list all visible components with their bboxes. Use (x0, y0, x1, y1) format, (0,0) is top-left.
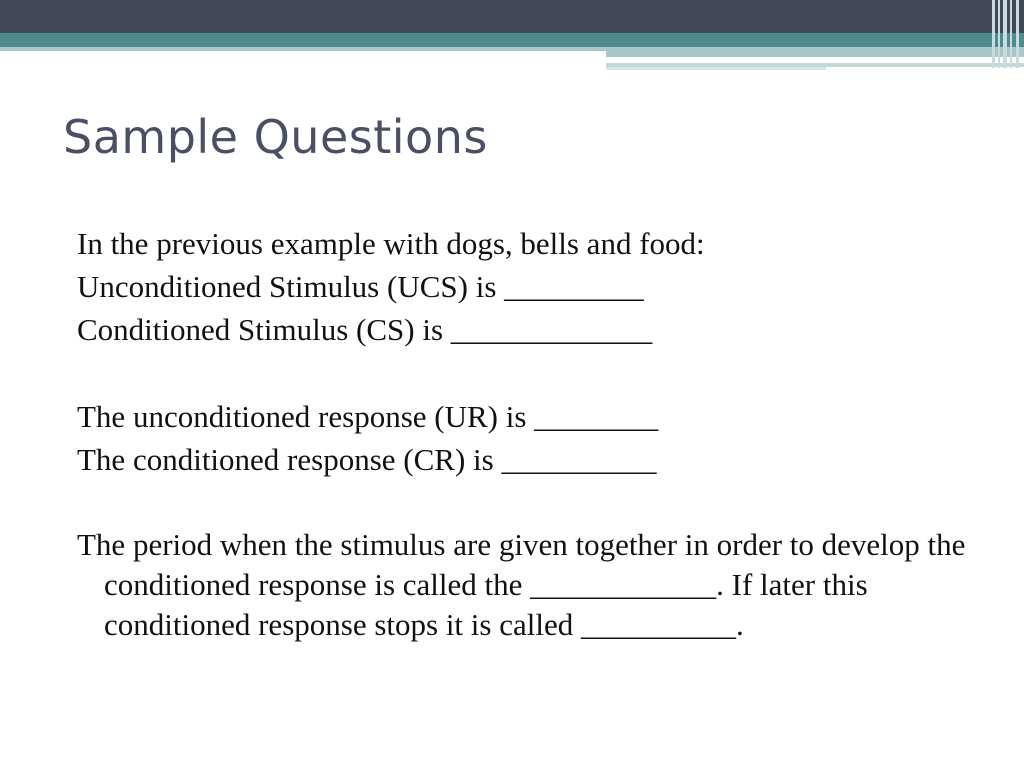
body-line-cr: The conditioned response (CR) is __________ (77, 442, 657, 477)
body-line-ucs: Unconditioned Stimulus (UCS) is _________ (77, 269, 644, 304)
body-paragraph-question: The period when the stimulus are given together in order to develop the conditioned response is called the ____________. If later this conditioned response stops it is called __________. (77, 527, 966, 642)
header-stripes-decoration (990, 0, 1024, 68)
header-band-white-line (610, 57, 946, 59)
spacer (77, 481, 957, 525)
header-band-teal (0, 33, 1024, 47)
body-line-cs: Conditioned Stimulus (CS) is _____________ (77, 312, 653, 347)
slide-title: Sample Questions (63, 110, 488, 164)
spacer (77, 351, 957, 395)
body-line-ur: The unconditioned response (UR) is ________ (77, 399, 659, 434)
body-line-intro: In the previous example with dogs, bells and food: (77, 226, 705, 261)
header-band-light-right (606, 47, 1024, 57)
header-band-light-left (0, 47, 606, 51)
header-band-thin-short (606, 67, 826, 70)
header-band-dark (0, 0, 1024, 33)
slide-body (77, 222, 966, 645)
